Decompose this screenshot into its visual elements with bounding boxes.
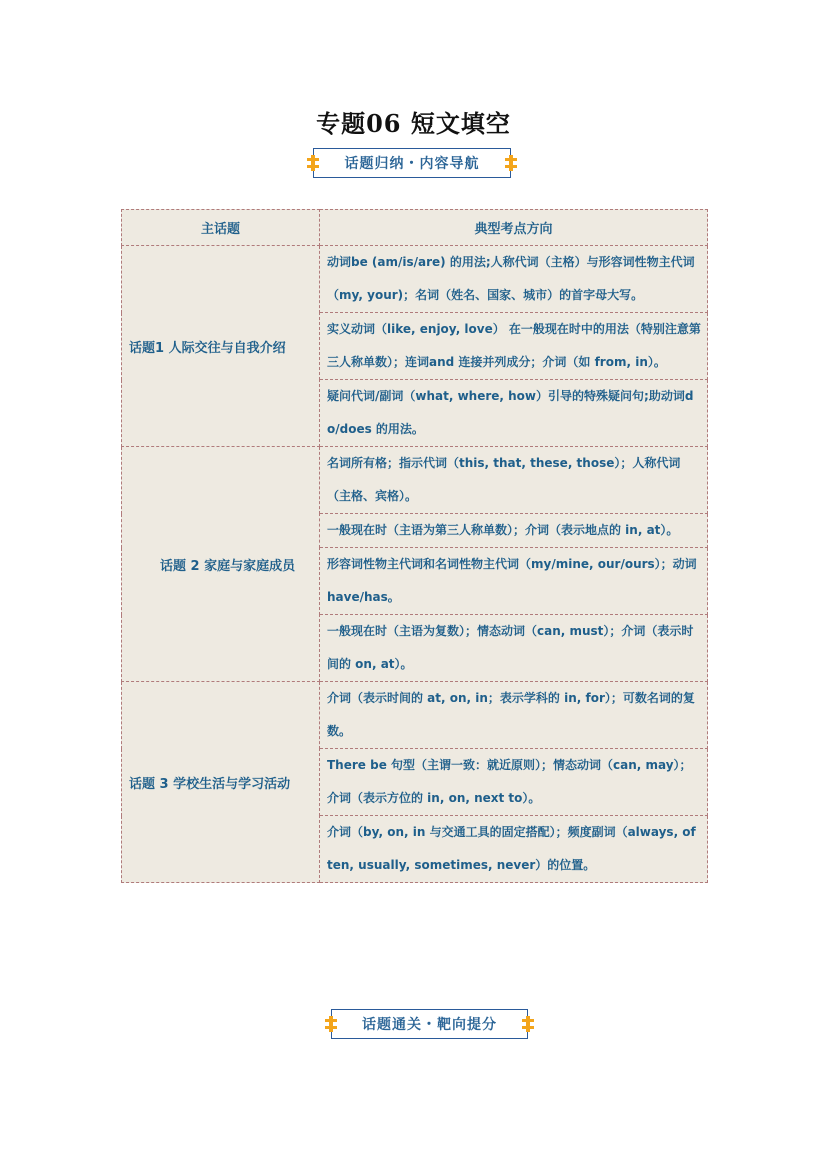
table-row: [122, 447, 708, 514]
table-header-row: [122, 210, 708, 246]
topic-cell: 话题 3 学校生活与学习活动: [122, 682, 320, 883]
orange-bracket-icon: [325, 1016, 337, 1032]
point-cell: There be 句型（主谓一致：就近原则）；情态动词（can, may）；介词（表示方位的 in, on, next to）。: [320, 749, 708, 816]
point-cell: 实义动词（like, enjoy, love） 在一般现在时中的用法（特别注意第三人称单数）；连词and 连接并列成分；介词（如 from, in）。: [320, 313, 708, 380]
orange-bracket-icon: [307, 155, 319, 171]
banner-label: 话题通关・靶向提分: [362, 1017, 497, 1033]
table-row: [122, 682, 708, 749]
point-cell: 介词（by, on, in 与交通工具的固定搭配）；频度副词（always, often, usually, sometimes, never）的位置。: [320, 816, 708, 883]
topic-cell: 话题1 人际交往与自我介绍: [122, 246, 320, 447]
orange-bracket-icon: [522, 1016, 534, 1032]
section-banner-practice: [331, 1009, 528, 1039]
header-main-topic: 主话题: [122, 210, 320, 246]
page-title: 专题06 短文填空: [316, 109, 511, 138]
point-cell: 疑问代词/副词（what, where, how）引导的特殊疑问句;助动词do/does 的用法。: [320, 380, 708, 447]
section-banner-topic-overview: [313, 148, 511, 178]
table-row: [122, 246, 708, 313]
point-cell: 介词（表示时间的 at, on, in；表示学科的 in, for）；可数名词的复数。: [320, 682, 708, 749]
topic-table: [121, 209, 708, 883]
banner-label: 话题归纳・内容导航: [344, 156, 480, 172]
orange-bracket-icon: [505, 155, 517, 171]
topic-cell: 话题 2 家庭与家庭成员: [122, 447, 320, 682]
point-cell: 动词be (am/is/are) 的用法;人称代词（主格）与形容词性物主代词（my, your)；名词（姓名、国家、城市）的首字母大写。: [320, 246, 708, 313]
header-key-points: 典型考点方向: [320, 210, 708, 246]
point-cell: 形容词性物主代词和名词性物主代词（my/mine, our/ours）；动词have/has。: [320, 548, 708, 615]
point-cell: 名词所有格；指示代词（this, that, these, those）；人称代词（主格、宾格）。: [320, 447, 708, 514]
point-cell: 一般现在时（主语为第三人称单数）；介词（表示地点的 in, at）。: [320, 514, 708, 548]
point-cell: 一般现在时（主语为复数）；情态动词（can, must）；介词（表示时间的 on, at）。: [320, 615, 708, 682]
